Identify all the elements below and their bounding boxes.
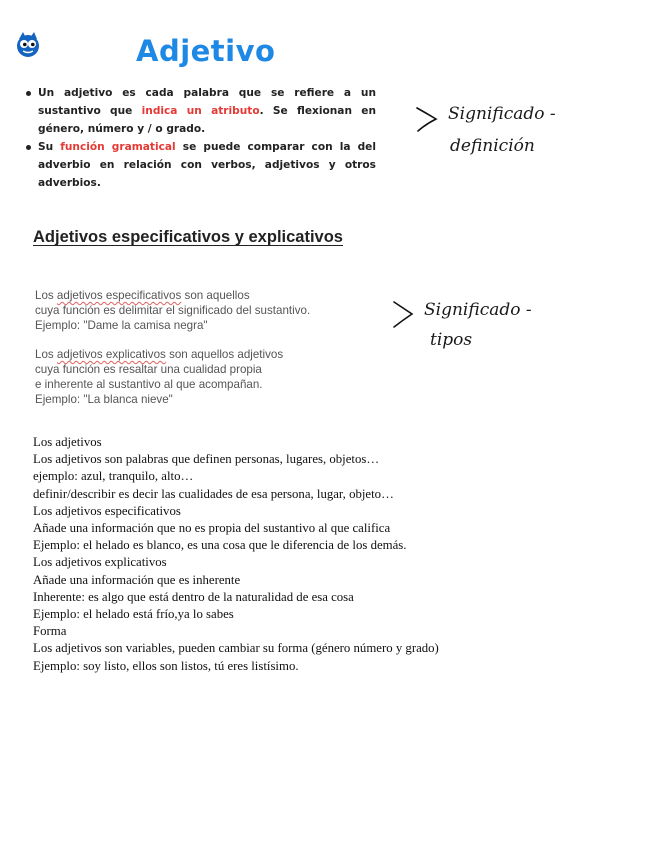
note-line: Ejemplo: soy listo, ellos son listos, tú eres listísimo. (33, 658, 299, 673)
note-line: Añade una información que no es propia del sustantivo al que califica (33, 521, 391, 536)
definition-bullet (24, 138, 376, 192)
bullet-text: Un adjetivo es cada palabra que se refiere a un sustantivo que (38, 87, 376, 117)
para-text: Los (35, 348, 57, 361)
highlight-text: función gramatical (60, 141, 176, 153)
note-line: Los adjetivos (33, 435, 102, 449)
specificative-paragraph (35, 288, 365, 333)
note-line: Los adjetivos especificativos (33, 503, 181, 518)
para-text: son aquellos adjetivos (165, 348, 284, 361)
note-line: Los adjetivos explicativos (33, 555, 167, 570)
handwritten-note-line: Significado - (448, 104, 556, 124)
notes-text (33, 434, 633, 675)
note-line: Ejemplo: el helado es blanco, es una cosa que le diferencia de los demás. (33, 538, 407, 553)
highlight-text: indica un atributo (141, 105, 260, 117)
note-line: ejemplo: azul, tranquilo, alto… (33, 469, 194, 484)
note-line: Ejemplo: el helado está frío,ya lo sabes (33, 607, 234, 622)
definition-list (24, 84, 376, 192)
para-text: Los (35, 289, 57, 302)
definition-bullet (24, 84, 376, 138)
bullet-text: se puede comparar con la del adverbio en relación con verbos, adjetivos y otros adverbios. (38, 141, 376, 189)
note-line: Los adjetivos son variables, pueden cambiar su forma (género número y grado) (33, 641, 439, 656)
chevron-right-icon (390, 298, 416, 330)
para-line: e inherente al sustantivo al que acompañan. (35, 378, 263, 391)
chevron-right-icon (414, 104, 440, 134)
mascot-icon (14, 30, 42, 58)
note-line: Inherente: es algo que está dentro de la naturalidad de esa cosa (33, 589, 354, 604)
bullet-text: Su (38, 141, 61, 153)
section-title: Adjetivos especificativos y explicativos (33, 228, 343, 246)
para-line: Ejemplo: "La blanca nieve" (35, 393, 173, 406)
para-text: son aquellos (181, 289, 250, 302)
term-text: adjetivos especificativos (56, 289, 182, 302)
note-line: Los adjetivos son palabras que definen personas, lugares, objetos… (33, 452, 380, 467)
para-line: cuya función es delimitar el significado del sustantivo. (35, 304, 311, 317)
para-line: Ejemplo: "Dame la camisa negra" (35, 319, 208, 332)
handwritten-note-line: definición (450, 136, 535, 156)
note-line: definir/describir es decir las cualidades de esa persona, lugar, objeto… (33, 486, 394, 501)
note-line: Añade una información que es inherente (33, 572, 241, 587)
handwritten-note-line: tipos (430, 330, 473, 350)
explicative-paragraph (35, 347, 365, 407)
page-title: Adjetivo (136, 34, 276, 68)
note-line: Forma (33, 624, 67, 639)
term-text: adjetivos explicativos (56, 348, 166, 361)
bullet-text: . Se flexionan en género, número y / o grado. (38, 105, 376, 135)
handwritten-note-line: Significado - (424, 300, 532, 320)
para-line: cuya función es resaltar una cualidad propia (35, 363, 262, 376)
